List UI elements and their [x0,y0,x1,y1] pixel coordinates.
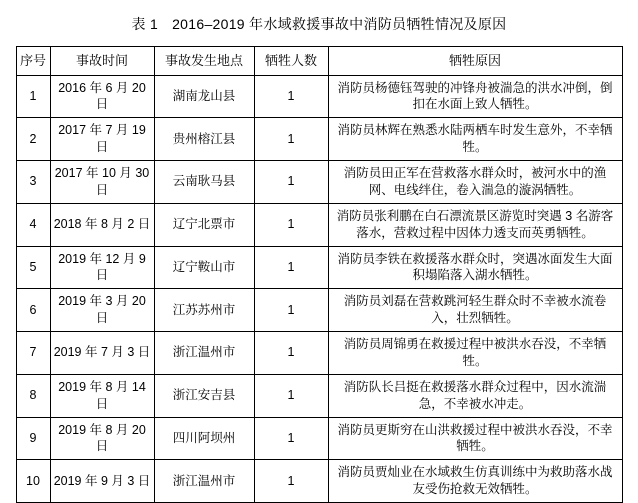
cell-index: 3 [16,161,50,204]
cell-reason: 消防员李铁在救援落水群众时，突遇冰面发生大面积塌陷落入湖水牺牲。 [328,246,622,289]
cell-index: 4 [16,203,50,246]
cell-place: 四川阿坝州 [154,417,254,460]
cell-time: 2019 年 8 月 20 日 [50,417,154,460]
cell-index: 8 [16,374,50,417]
table-header-row [16,47,622,76]
cell-count: 1 [254,289,328,332]
cell-place: 浙江温州市 [154,332,254,375]
cell-place: 江苏苏州市 [154,289,254,332]
cell-reason: 消防员张利鹏在白石漂流景区游览时突遇 3 名游客落水，营救过程中因体力透支而英勇牺牲。 [328,203,622,246]
table-row [16,289,622,332]
cell-time: 2019 年 12 月 9 日 [50,246,154,289]
cell-place: 辽宁北票市 [154,203,254,246]
cell-time: 2016 年 6 月 20 日 [50,75,154,118]
cell-reason: 消防员田正军在营救落水群众时，被河水中的渔网、电线绊住，卷入湍急的漩涡牺牲。 [328,161,622,204]
column-header-place: 事故发生地点 [154,47,254,76]
table-row [16,118,622,161]
cell-time: 2018 年 8 月 2 日 [50,203,154,246]
cell-count: 1 [254,332,328,375]
cell-place: 云南耿马县 [154,161,254,204]
cell-place: 浙江温州市 [154,460,254,503]
cell-count: 1 [254,246,328,289]
cell-count: 1 [254,118,328,161]
column-header-time: 事故时间 [50,47,154,76]
cell-count: 1 [254,460,328,503]
table-header [16,47,622,76]
cell-place: 辽宁鞍山市 [154,246,254,289]
cell-reason: 消防队长吕挺在救援落水群众过程中，因水流湍急，不幸被水冲走。 [328,374,622,417]
cell-time: 2017 年 10 月 30 日 [50,161,154,204]
column-header-count: 牺牲人数 [254,47,328,76]
column-header-index: 序号 [16,47,50,76]
table-caption-label: 表 1 [131,16,159,32]
cell-time: 2019 年 7 月 3 日 [50,332,154,375]
cell-index: 10 [16,460,50,503]
cell-count: 1 [254,417,328,460]
cell-count: 1 [254,75,328,118]
cell-index: 9 [16,417,50,460]
table-body [16,75,622,503]
cell-place: 湖南龙山县 [154,75,254,118]
cell-reason: 消防员周锦勇在救援过程中被洪水吞没，不幸牺牲。 [328,332,622,375]
cell-time: 2017 年 7 月 19 日 [50,118,154,161]
cell-index: 1 [16,75,50,118]
table-row [16,417,622,460]
table-row [16,161,622,204]
table-row [16,75,622,118]
table-row [16,374,622,417]
cell-time: 2019 年 9 月 3 日 [50,460,154,503]
cell-index: 5 [16,246,50,289]
cell-index: 7 [16,332,50,375]
cell-index: 2 [16,118,50,161]
cell-time: 2019 年 8 月 14 日 [50,374,154,417]
cell-count: 1 [254,161,328,204]
cell-count: 1 [254,374,328,417]
cell-count: 1 [254,203,328,246]
cell-place: 贵州榕江县 [154,118,254,161]
cell-reason: 消防员更斯穷在山洪救援过程中被洪水吞没，不幸牺牲。 [328,417,622,460]
table-caption-title: 2016–2019 年水域救援事故中消防员牺牲情况及原因 [172,16,507,32]
table-row [16,246,622,289]
casualty-table [16,46,623,503]
column-header-reason: 牺牲原因 [328,47,622,76]
cell-place: 浙江安吉县 [154,374,254,417]
cell-time: 2019 年 3 月 20 日 [50,289,154,332]
table-caption [0,0,638,46]
cell-reason: 消防员贾灿业在水域救生仿真训练中为救助落水战友受伤抢救无效牺牲。 [328,460,622,503]
table-row [16,460,622,503]
cell-reason: 消防员杨德钰驾驶的冲锋舟被湍急的洪水冲倒，倒扣在水面上致人牺牲。 [328,75,622,118]
cell-reason: 消防员林辉在熟悉水陆两栖车时发生意外，不幸牺牲。 [328,118,622,161]
cell-reason: 消防员刘磊在营救跳河轻生群众时不幸被水流卷入，壮烈牺牲。 [328,289,622,332]
table-row [16,203,622,246]
cell-index: 6 [16,289,50,332]
table-row [16,332,622,375]
